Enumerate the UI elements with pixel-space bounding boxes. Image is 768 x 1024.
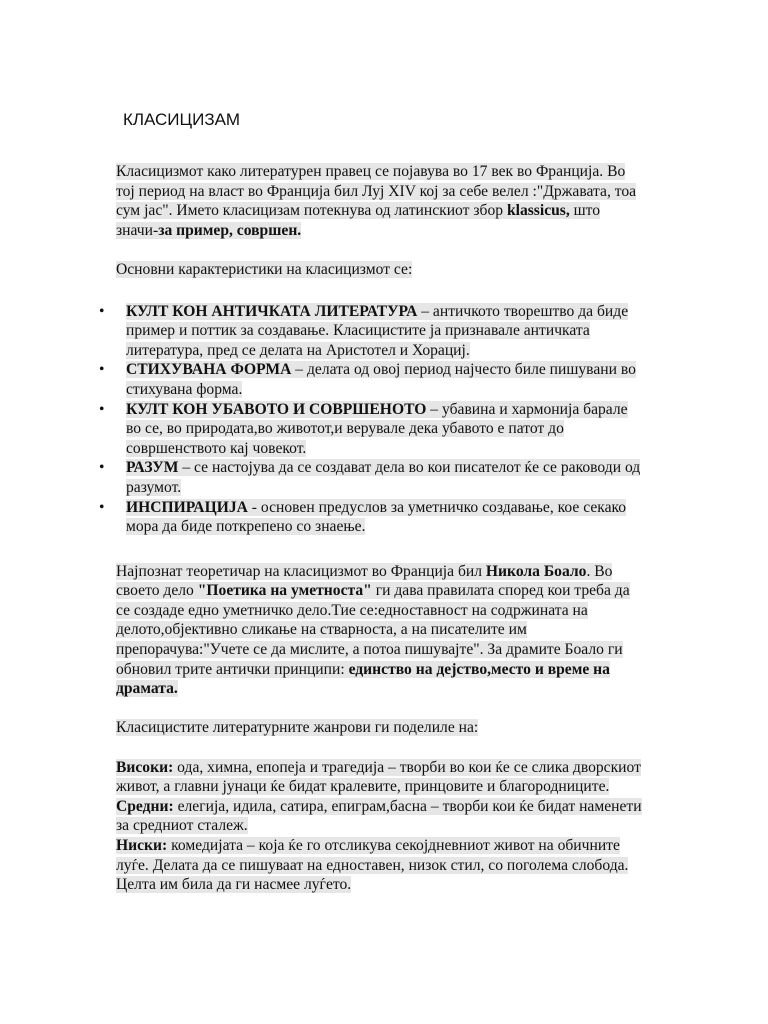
feature-desc: – убавина и хармонија барале во се, во природата,во животот,и верувале дека убавото е патот до совршенството кај човекот. xyxy=(126,400,628,457)
genre-term: Средни: xyxy=(116,797,174,815)
boileau-name: Никола Боало xyxy=(485,562,587,580)
bullet-icon: • xyxy=(99,400,105,418)
feature-term: РАЗУМ xyxy=(126,459,179,477)
bullet-icon: • xyxy=(99,361,105,379)
feature-desc: – делата од овој период најчесто биле пишувани во стихувана форма. xyxy=(126,361,636,398)
intro-text-2: што значи- xyxy=(116,202,601,239)
feature-desc: – се настојува да се создават дела во кои писателот ќе се раководи од разумот. xyxy=(126,459,641,496)
feature-item xyxy=(99,360,646,399)
genre-item xyxy=(116,758,646,797)
page-title: КЛАСИЦИЗАМ xyxy=(123,110,241,129)
bullet-icon: • xyxy=(99,302,105,320)
genre-desc: ода, химна, епопеја и трагедија – творби во кои ќе се слика дворскиот живот, а главни јунаци ќе бидат кралевите, принцовите и благородниците. xyxy=(116,758,641,796)
feature-term: КУЛТ КОН УБАВОТО И СОВРШЕНОТО xyxy=(126,400,427,418)
feature-term: КУЛТ КОН АНТИЧКАТА ЛИТЕРАТУРА xyxy=(126,302,418,320)
genre-item xyxy=(116,836,646,895)
feature-desc: – античкото творештво да биде пример и поттик за создавање. Класицистите ја признавале античката литература, пред се делата на Аристотел и Хорациј. xyxy=(126,302,629,359)
document-body xyxy=(99,162,646,895)
genre-item xyxy=(116,797,646,836)
bullet-icon: • xyxy=(99,459,105,477)
features-list xyxy=(99,302,646,537)
intro-text: Класицизмот како литературен правец се појавува во 17 век во Франција. Во тој период на власт во Франција бил Луј XIV кој за себе велел :"Државата, тоа сум јас". Името класицизам потекнува од латинскиот збор xyxy=(116,163,637,220)
boileau-paragraph: Најпознат теоретичар на класицизмот во Франција бил Никола Боало. Во своето дело "Поетика на уметноста" ги дава правилата според кои треба да се создаде едно уметничко дело.Тие се:едноставност на содржината на делото,објективно сликање на стварноста, а на писателите им препорачува:"Учете се да мислите, а потоа пишувајте". За драмите Боало ги обновил трите антички принципи: единство на дејство,место и време на драмата. xyxy=(116,562,630,698)
genres-heading: Класицистите литературните жанрови ги поделиле на: xyxy=(116,719,479,737)
feature-term: СТИХУВАНА ФОРМА xyxy=(126,361,292,379)
genre-desc: комедијата – која ќе го отсликува секојдневниот живот на обичните луѓе. Делата да се пишуваат на едноставен, низок стил, со поголема слобода. Целта им била да ги насмее луѓето. xyxy=(116,837,629,894)
bullet-icon: • xyxy=(99,498,105,516)
feature-term: ИНСПИРАЦИЈА xyxy=(126,498,248,516)
features-heading: Основни карактеристики на класицизмот се: xyxy=(116,260,413,278)
feature-item xyxy=(99,458,646,497)
intro-meaning: за пример, совршен. xyxy=(158,221,302,239)
feature-desc: - основен предуслов за уметничко создавање, кое секако мора да биде поткрепено со знаење. xyxy=(126,498,627,536)
intro-latin-word: klassicus, xyxy=(506,202,570,220)
feature-item xyxy=(99,400,646,459)
boileau-principles: единство на дејство,место и време на драмата. xyxy=(116,660,610,698)
genre-term: Ниски: xyxy=(116,837,168,854)
intro-paragraph xyxy=(116,162,646,240)
feature-item xyxy=(99,302,646,361)
genre-desc: елегија, идила, сатира, епиграм,басна – творби кои ќе бидат наменети за средниот сталеж. xyxy=(116,797,642,835)
feature-item xyxy=(99,498,646,537)
genre-term: Високи: xyxy=(116,758,174,776)
boileau-work: "Поетика на уметноста" xyxy=(197,582,372,600)
